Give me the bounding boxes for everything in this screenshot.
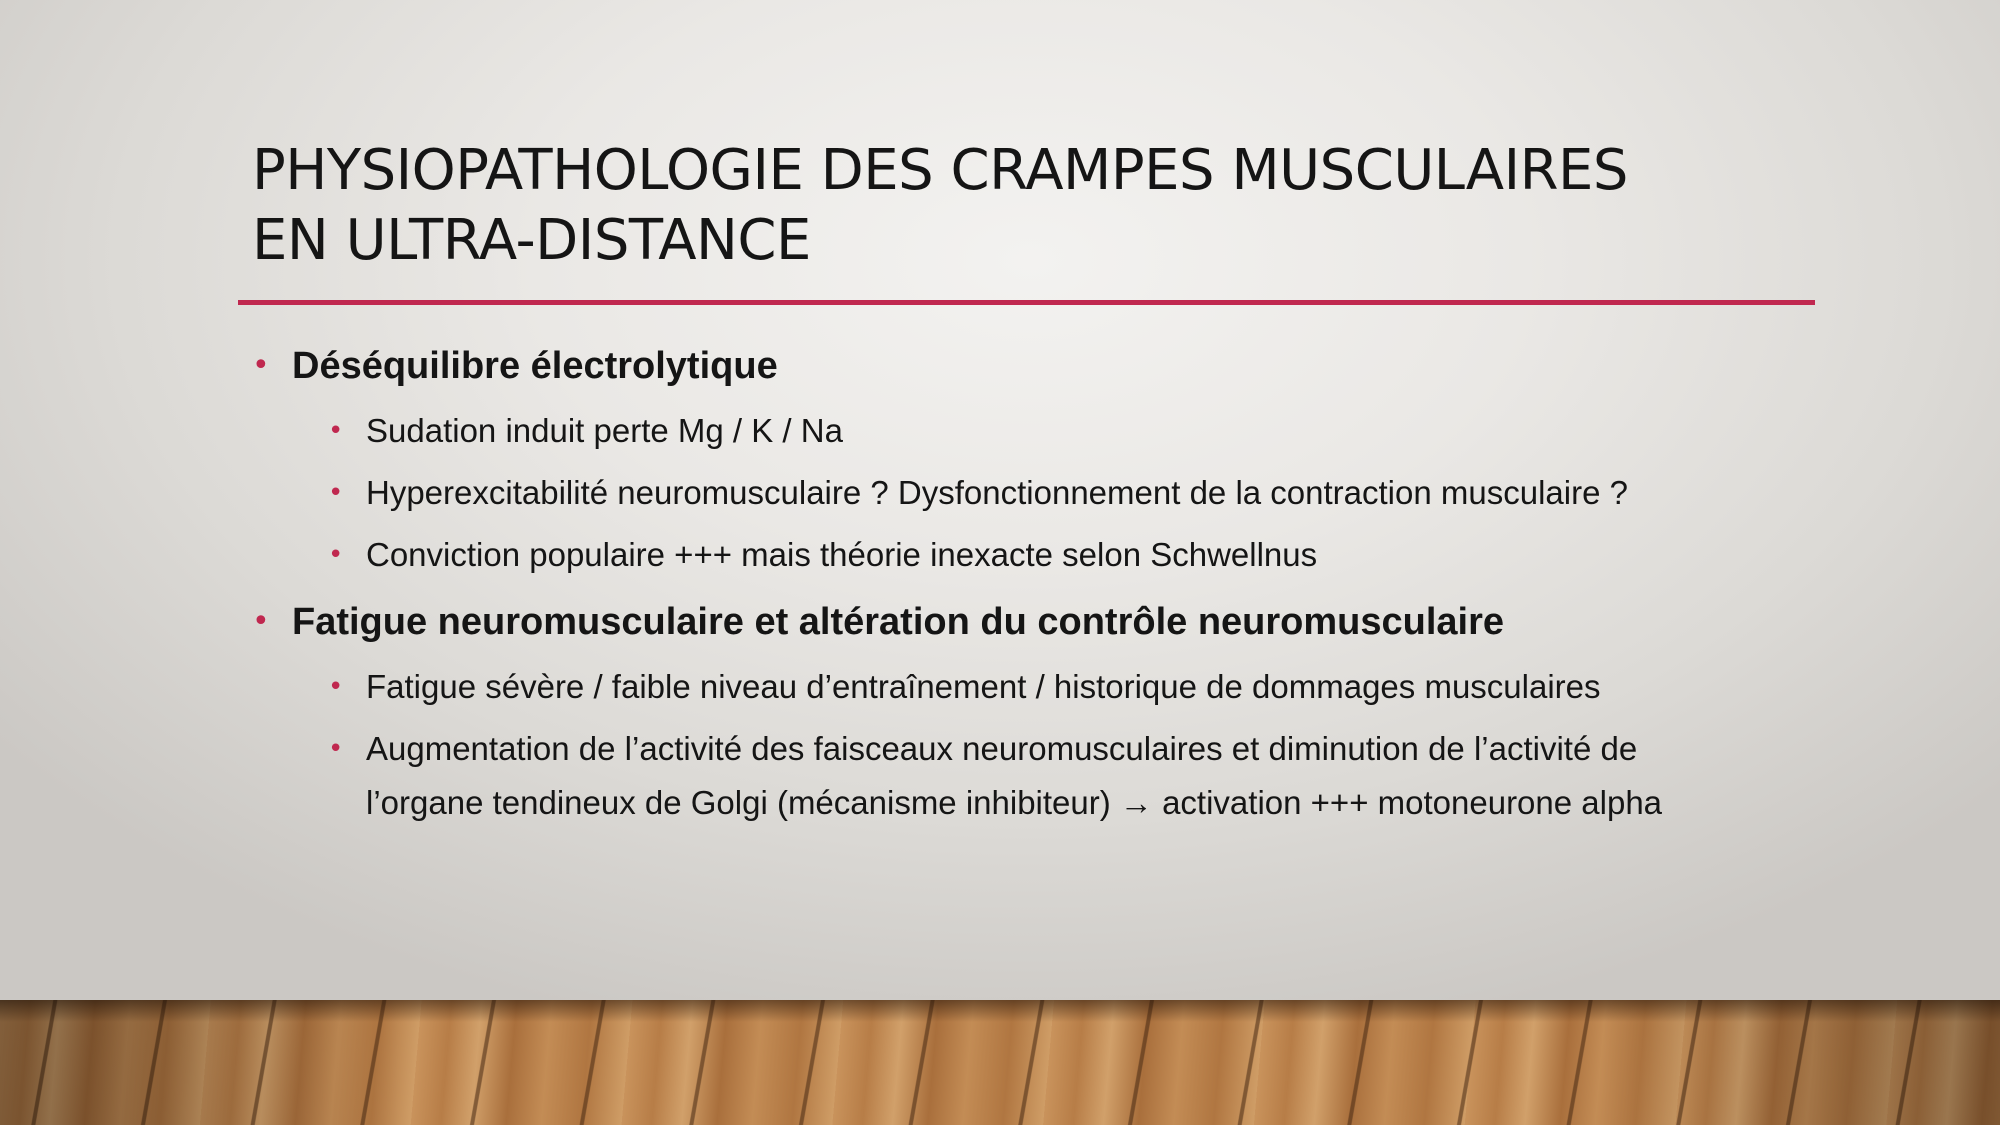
bullet-icon: • [328,416,344,446]
section-heading-fatigue [252,592,1812,652]
list-item-text: Sudation induit perte Mg / K / Na [366,412,843,449]
bullet-icon: • [328,734,344,764]
section-heading-text: Fatigue neuromusculaire et altération du contrôle neuromusculaire [292,601,1505,643]
list-item [252,404,1812,458]
bullet-icon: • [328,540,344,570]
bullet-icon: • [328,478,344,508]
list-item-text: l’organe tendineux de Golgi (mécanisme inhibiteur) → activation +++ motoneurone alpha [366,784,1663,821]
slide-title [252,136,1812,276]
bullet-icon: • [328,672,344,702]
title-underline-divider [238,300,1815,305]
list-item [252,660,1812,714]
list-item [252,722,1812,776]
list-item-text: Conviction populaire +++ mais théorie inexacte selon Schwellnus [366,536,1318,573]
bullet-list [252,336,1812,830]
list-item-text: Fatigue sévère / faible niveau d’entraînement / historique de dommages musculaires [366,668,1601,705]
list-item [252,528,1812,582]
section-heading-text: Déséquilibre électrolytique [292,345,778,387]
bullet-icon: • [252,348,270,383]
list-item-text: Augmentation de l’activité des faisceaux neuromusculaires et diminution de l’activité de [366,730,1638,767]
slide-title-line-2: EN ULTRA-DISTANCE [252,208,811,273]
bullet-icon: • [252,604,270,639]
list-item [252,466,1812,520]
section-heading-electrolytes [252,336,1812,396]
slide-title-line-1: PHYSIOPATHOLOGIE DES CRAMPES MUSCULAIRES [252,138,1628,203]
list-item-continuation [252,776,1812,830]
list-item-text: Hyperexcitabilité neuromusculaire ? Dysfonctionnement de la contraction musculaire ? [366,474,1628,511]
floor-vignette [0,1000,2000,1125]
